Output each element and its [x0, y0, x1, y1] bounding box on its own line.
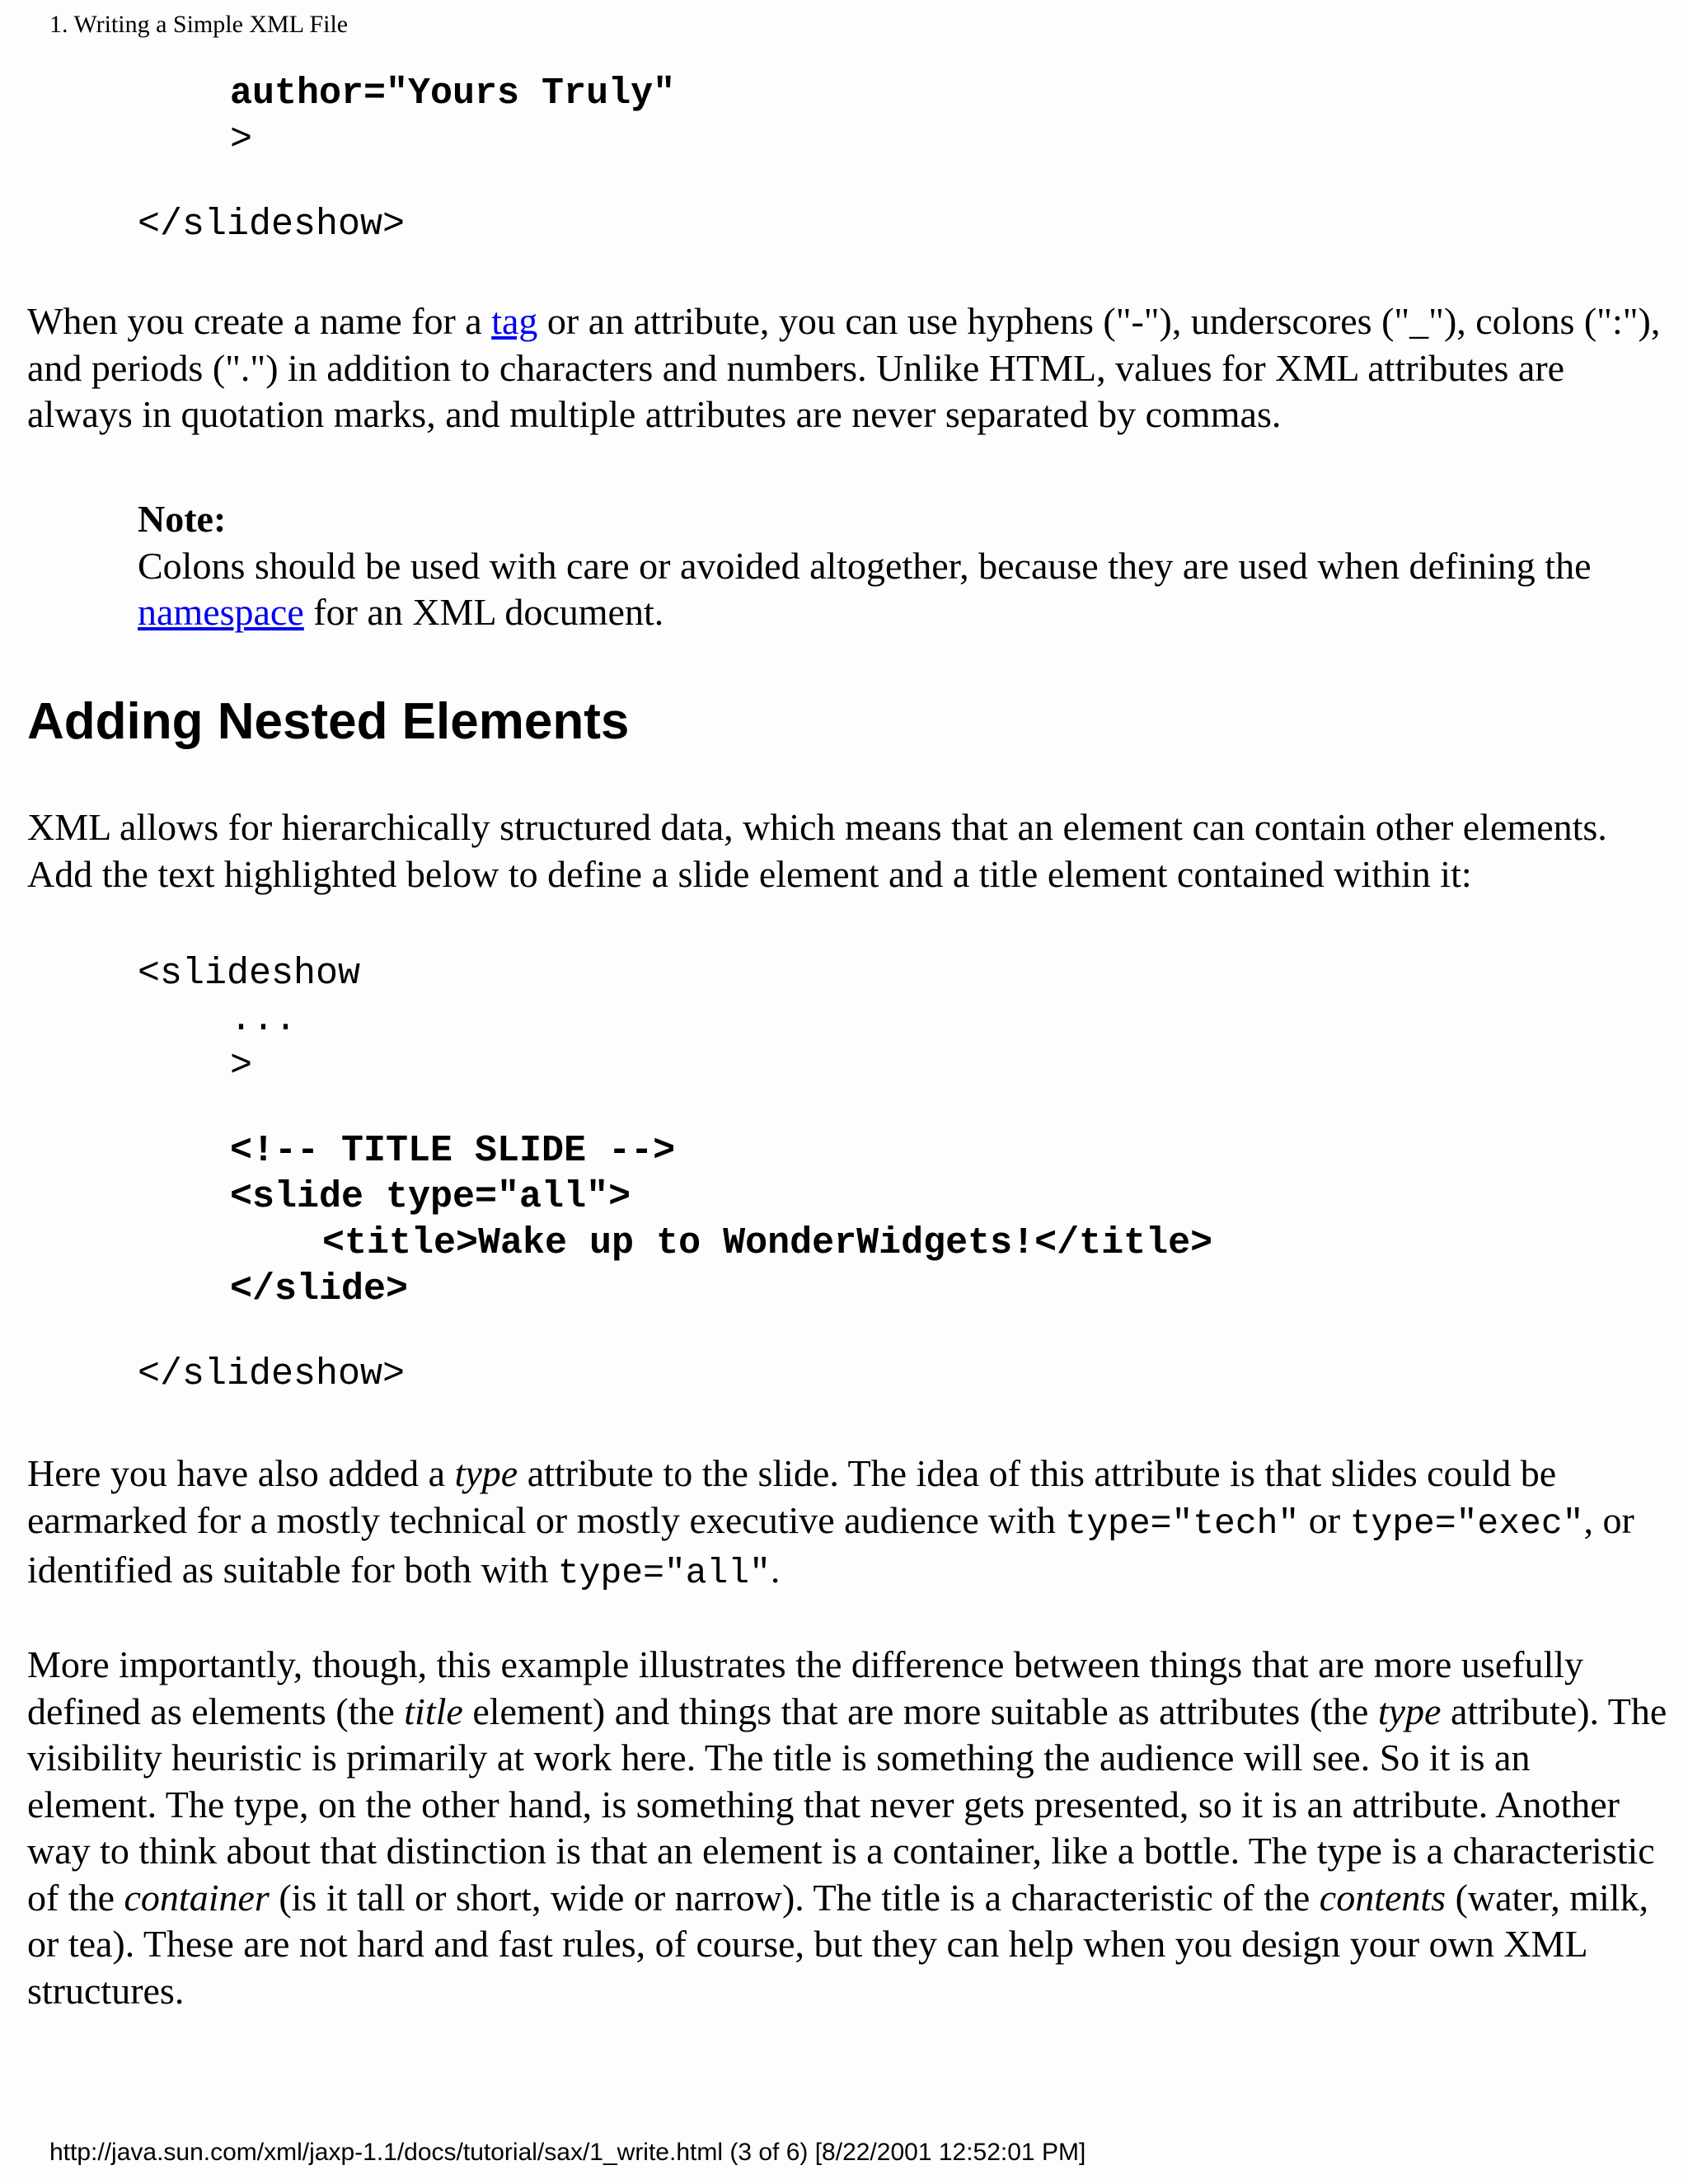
section-heading: Adding Nested Elements: [27, 693, 630, 750]
page-footer-url: http://java.sun.com/xml/jaxp-1.1/docs/tutorial/sax/1_write.html (3 of 6) [8/22/2001 12:52:01 PM]: [49, 2139, 1086, 2166]
paragraph-hierarchy: XML allows for hierarchically structured data, which means that an element can contain other elements. Add the text highlighted below to define a slide element and a title element contained within it:: [27, 806, 1607, 895]
paragraph-naming-rules: [27, 298, 1667, 438]
text: Colons should be used with care or avoided altogether, because they are used when defining the: [138, 544, 1592, 587]
code-line: <title>Wake up to WonderWidgets!</title>: [322, 1222, 1213, 1264]
code-line: <slideshow: [138, 953, 361, 995]
code-line: ...: [230, 999, 298, 1041]
text: or an attribute, you can use hyphens ("-"), underscores ("_"), colons (":"), and periods (".") in addition to characters and numbers. Unlike HTML, values for XML attributes are always in quotation marks, and multiple attributes are never separated by commas.: [27, 300, 1661, 435]
text: When you create a name for a: [27, 300, 492, 342]
code-block-continuation: [138, 71, 675, 248]
code-line: </slide>: [230, 1268, 409, 1310]
namespace-link[interactable]: namespace: [138, 591, 304, 633]
code-line: </slideshow>: [138, 204, 406, 246]
code-line: >: [230, 119, 253, 161]
tag-link[interactable]: tag: [491, 300, 538, 342]
running-header: 1. Writing a Simple XML File: [49, 11, 349, 38]
code-block-nested: [138, 951, 1212, 1398]
code-line: <slide type="all">: [230, 1176, 631, 1218]
paragraph-elements-vs-attributes: More importantly, though, this example illustrates the difference between things that are more usefully defined as elements (the title element) and things that are more suitable as attributes (the type attribute). The visibility heuristic is primarily at work here. The title is something the audience will see. So it is an element. The type, on the other hand, is something that never gets presented, so it is an attribute. Another way to think about that distinction is that an element is a container, like a bottle. The type is a characteristic of the container (is it tall or short, wide or narrow). The title is a characteristic of the contents (water, milk, or tea). These are not hard and fast rules, of course, but they can help when you design your own XML structures.: [27, 1643, 1667, 2012]
code-line: >: [230, 1045, 253, 1087]
paragraph-type-attribute: Here you have also added a type attribute to the slide. The idea of this attribute is that slides could be earmarked for a mostly technical or mostly executive audience with type="tech" or type="exec", or identified as suitable for both with type="all".: [27, 1452, 1634, 1593]
note-label: Note:: [138, 498, 227, 540]
code-line: author="Yours Truly": [230, 73, 676, 115]
note-box: [138, 496, 1621, 636]
code-line: </slideshow>: [138, 1353, 406, 1395]
code-line: <!-- TITLE SLIDE -->: [230, 1130, 676, 1172]
text: for an XML document.: [303, 591, 664, 633]
